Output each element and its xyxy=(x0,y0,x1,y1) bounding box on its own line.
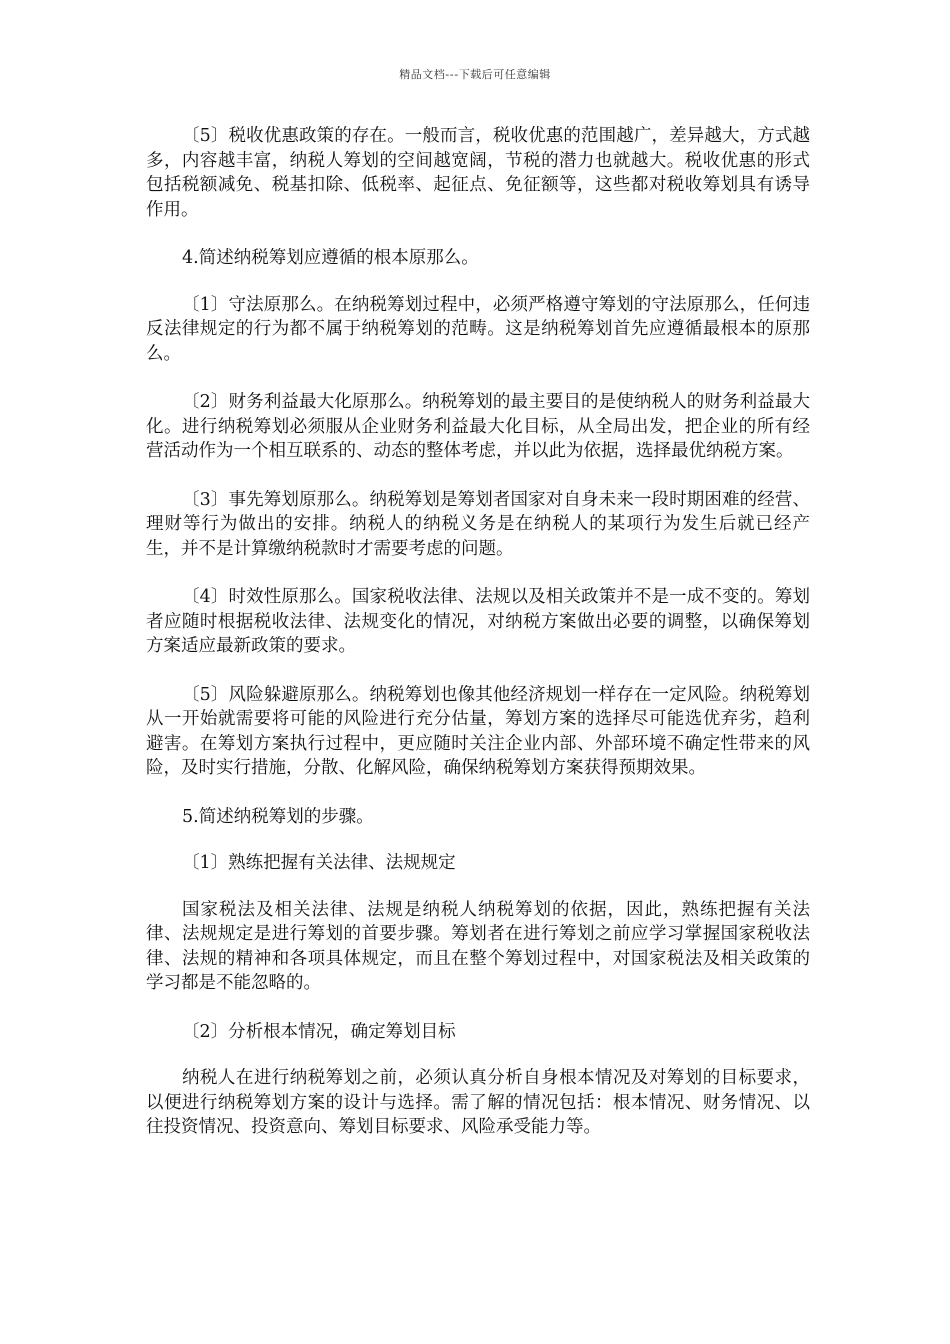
document-body xyxy=(146,124,810,1164)
question-5-heading: 5.简述纳税筹划的步骤。 xyxy=(182,806,374,827)
question-4-heading: 4.简述纳税筹划应遵循的根本原那么。 xyxy=(182,248,479,268)
paragraph-advance-planning-principle: 〔3〕事先筹划原那么。纳税筹划是筹划者国家对自身未来一段时期困难的经营、理财等行为做出的安排。纳税人的纳税义务是在纳税人的某项行为发生后就已经产生，并不是计算缴纳税款时才需要考虑的问题。 xyxy=(146,489,810,559)
paragraph-tax-incentives: 〔5〕税收优惠政策的存在。一般而言，税收优惠的范围越广，差异越大，方式越多，内容越丰富，纳税人筹划的空间越宽阔，节税的潜力也就越大。税收优惠的形式包括税额减免、税基扣除、低税率、起征点、免征额等，这些都对税收筹划具有诱导作用。 xyxy=(146,126,810,220)
paragraph-legality-principle: 〔1〕守法原那么。在纳税筹划过程中，必须严格遵守筹划的守法原那么，任何违反法律规定的行为都不属于纳税筹划的范畴。这是纳税筹划首先应遵循最根本的原那么。 xyxy=(146,294,810,364)
paragraph-step-2: 纳税人在进行纳税筹划之前，必须认真分析自身根本情况及对筹划的目标要求，以便进行纳税筹划方案的设计与选择。需了解的情况包括：根本情况、财务情况、以往投资情况、投资意向、筹划目标要求、风险承受能力等。 xyxy=(146,1068,810,1137)
paragraph-risk-avoidance-principle: 〔5〕风险躲避原那么。纳税筹划也像其他经济规划一样存在一定风险。纳税筹划从一开始就需要将可能的风险进行充分估量，筹划方案的选择尽可能选优弃劣，趋利避害。在筹划方案执行过程中，更应随时关注企业内部、外部环境不确定性带来的风险，及时实行措施，分散、化解风险，确保纳税筹划方案获得预期效果。 xyxy=(146,684,810,778)
step-2-heading: 〔2〕分析根本情况，确定筹划目标 xyxy=(182,1021,456,1042)
paragraph-step-1: 国家税法及相关法律、法规是纳税人纳税筹划的依据，因此，熟练把握有关法律、法规规定是进行筹划的首要步骤。筹划者在进行筹划之前应学习掌握国家税收法律、法规的精神和各项具体规定，而且在整个筹划过程中，对国家税法及相关政策的学习都是不能忽略的。 xyxy=(146,899,810,993)
step-1-heading: 〔1〕熟练把握有关法律、法规规定 xyxy=(182,853,456,873)
paragraph-timeliness-principle: 〔4〕时效性原那么。国家税收法律、法规以及相关政策并不是一成不变的。筹划者应随时根据税收法律、法规变化的情况，对纳税方案做出必要的调整，以确保筹划方案适应最新政策的要求。 xyxy=(146,587,810,656)
paragraph-financial-benefit-principle: 〔2〕财务利益最大化原那么。纳税筹划的最主要目的是使纳税人的财务利益最大化。进行纳税筹划必须服从企业财务利益最大化目标，从全局出发，把企业的所有经营活动作为一个相互联系的、动态的整体考虑，并以此为依据，选择最优纳税方案。 xyxy=(146,392,810,461)
page-header: 精品文档---下载后可任意编辑 xyxy=(399,68,551,81)
